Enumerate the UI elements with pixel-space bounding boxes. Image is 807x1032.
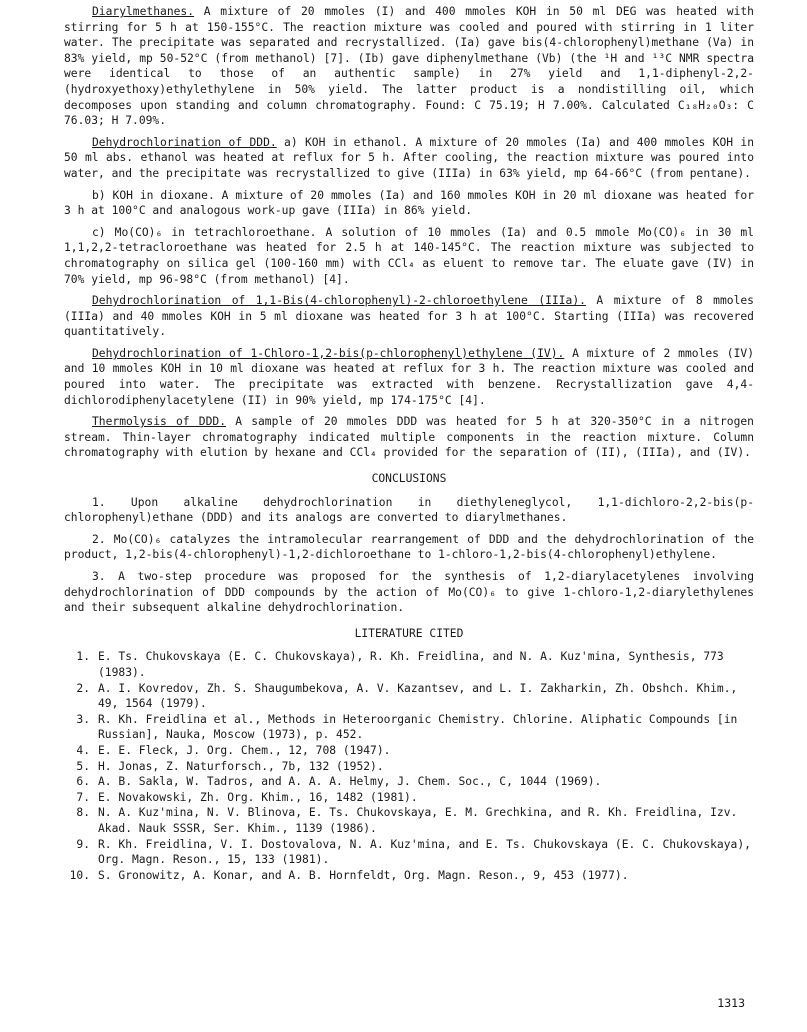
para-dehydro-ddd (64, 135, 754, 182)
para-text: A mixture of 2 mmoles (IV) and 10 mmoles KOH in 10 ml dioxane was heated at reflux for 3 h. The reaction mixture was cooled and poured into water. The precipitate was extracted with benzene. Recrystallization gave 4,4-dichlorodiphenylacetylene (II) in 90% yield, mp 174-175°C [4]. (64, 346, 754, 407)
reference-item: 9. R. Kh. Freidlina, V. I. Dostovalova, N. A. Kuz'mina, and E. Ts. Chukovskaya (E. C. Chukovskaya), Org. Magn. Reson., 15, 133 (1981). (76, 837, 751, 867)
page-content (64, 4, 754, 883)
section-heading: Dehydrochlorination of 1-Chloro-1,2-bis(p-chlorophenyl)ethylene (IV). (92, 346, 565, 360)
para-text: c) Mo(CO)₆ in tetrachloroethane. A solution of 10 mmoles (Ia) and 0.5 mmole Mo(CO)₆ in 30 ml 1,1,2,2-tetracloroethane was heated for 2.5 h at 140-145°C. The reaction mixture was subjected to chromatography on silica gel (100-160 mm) with CCl₄ as eluent to remove tar. The eluate gave (IV) in 70% yield, mp 96-98°C (from methanol) [4]. (64, 225, 754, 286)
conclusions-title: CONCLUSIONS (371, 472, 447, 486)
reference-item: 1. E. Ts. Chukovskaya (E. C. Chukovskaya), R. Kh. Freidlina, and N. A. Kuz'mina, Synthesis, 773 (1983). (76, 650, 724, 679)
para-dehydro-iv (64, 346, 754, 408)
literature-title: LITERATURE CITED (354, 626, 464, 640)
conclusion-item: 2. Mo(CO)₆ catalyzes the intramolecular rearrangement of DDD and the dehydrochlorination of the product, 1,2-bis(4-chlorophenyl)-1,2-dichloroethane to 1-chloro-1,2-bis(4-chlorophenyl)ethylene. (64, 532, 754, 562)
reference-item: 6. A. B. Sakla, W. Tadros, and A. A. A. Helmy, J. Chem. Soc., C, 1044 (1969). (76, 775, 602, 789)
para-diarylmethanes (64, 4, 754, 129)
conclusion-item: 3. A two-step procedure was proposed for the synthesis of 1,2-diarylacetylenes involving dehydrochlorination of DDD compounds by the action of Mo(CO)₆ to give 1-chloro-1,2-diarylethylenes and their subsequent alkaline dehydrochlorination. (64, 570, 754, 615)
reference-list (64, 649, 754, 883)
section-heading: Thermolysis of DDD. (92, 415, 227, 429)
reference-item: 2. A. I. Kovredov, Zh. S. Shaugumbekova, A. V. Kazantsev, and L. I. Zakharkin, Zh. Obshch. Khim., 49, 1564 (1979). (76, 681, 738, 711)
reference-item: 3. R. Kh. Freidlina et al., Methods in Heteroorganic Chemistry. Chlorine. Aliphatic Compounds [in Russian], Nauka, Moscow (1973), p. 452. (76, 712, 738, 742)
para-text: A mixture of 8 mmoles (IIIa) and 40 mmoles KOH in 5 ml dioxane was heated for 3 h at 100°C. Starting (IIIa) was recovered quantitatively. (64, 294, 754, 339)
reference-item: 4. E. E. Fleck, J. Org. Chem., 12, 708 (1947). (76, 743, 391, 757)
para-dehydro-iiia (64, 293, 754, 340)
reference-item: 8. N. A. Kuz'mina, N. V. Blinova, E. Ts. Chukovskaya, E. M. Grechkina, and R. Kh. Freidlina, Izv. Akad. Nauk SSSR, Ser. Khim., 1139 (1986). (76, 806, 738, 835)
para-text: b) KOH in dioxane. A mixture of 20 mmoles (Ia) and 160 mmoles KOH in 20 ml dioxane was heated for 3 h at 100°C and analogous work-up gave (IIIa) in 86% yield. (64, 188, 754, 218)
para-moco6 (64, 225, 754, 287)
para-koh-dioxane (64, 188, 754, 219)
page-number: 1313 (717, 996, 745, 1010)
para-text: A sample of 20 mmoles DDD was heated for 5 h at 320-350°C in a nitrogen stream. Thin-layer chromatography indicated multiple components in the reaction mixture. Column chromatography with elution by hexane and CCl₄ provided for the separation of (II), (IIIa), and (IV). (64, 415, 754, 460)
conclusion-item: 1. Upon alkaline dehydrochlorination in diethyleneglycol, 1,1-dichloro-2,2-bis(p-chlorophenyl)ethane (DDD) and its analogs are converted to diarylmethanes. (64, 495, 754, 525)
reference-item: 10. S. Gronowitz, A. Konar, and A. B. Hornfeldt, Org. Magn. Reson., 9, 453 (1977). (69, 868, 629, 882)
reference-item: 5. H. Jonas, Z. Naturforsch., 7b, 132 (1952). (76, 759, 384, 773)
para-text: a) KOH in ethanol. A mixture of 20 mmoles (Ia) and 400 mmoles KOH in 50 ml abs. ethanol was heated at reflux for 5 h. After cooling, the reaction mixture was poured into water, and the precipitate was recrystallized to give (IIIa) in 63% yield, mp 64-66°C (from pentane). (64, 135, 754, 180)
para-thermolysis (64, 414, 754, 461)
section-heading: Dehydrochlorination of DDD. (92, 135, 277, 149)
para-text: A mixture of 20 mmoles (I) and 400 mmoles KOH in 50 ml DEG was heated with stirring for 5 h at 150-155°C. The reaction mixture was cooled and poured with stirring in 1 liter water. The precipitate was separated and recrystallized. (Ia) gave bis(4-chlorophenyl)methane (Va) in 83% yield, mp 50-52°C (from methanol) [7]. (Ib) gave diphenylmethane (Vb) (the ¹H and ¹³C NMR spectra were identical to those of an authentic sample) in 27% yield and 1,1-diphenyl-2,2-(hydroxyethoxy)ethylethylene in 50% yield. The latter product is a nondistilling oil, which decomposes upon standing and column chromatography. Found: C 75.19; H 7.00%. Calculated C₁₈H₂₀O₃: C 76.03; H 7.09%. (64, 5, 754, 128)
reference-item: 7. E. Novakowski, Zh. Org. Khim., 16, 1482 (1981). (76, 790, 418, 804)
section-heading: Diarylmethanes. (92, 5, 195, 18)
section-heading: Dehydrochlorination of 1,1-Bis(4-chlorophenyl)-2-chloroethylene (IIIa). (92, 294, 586, 308)
